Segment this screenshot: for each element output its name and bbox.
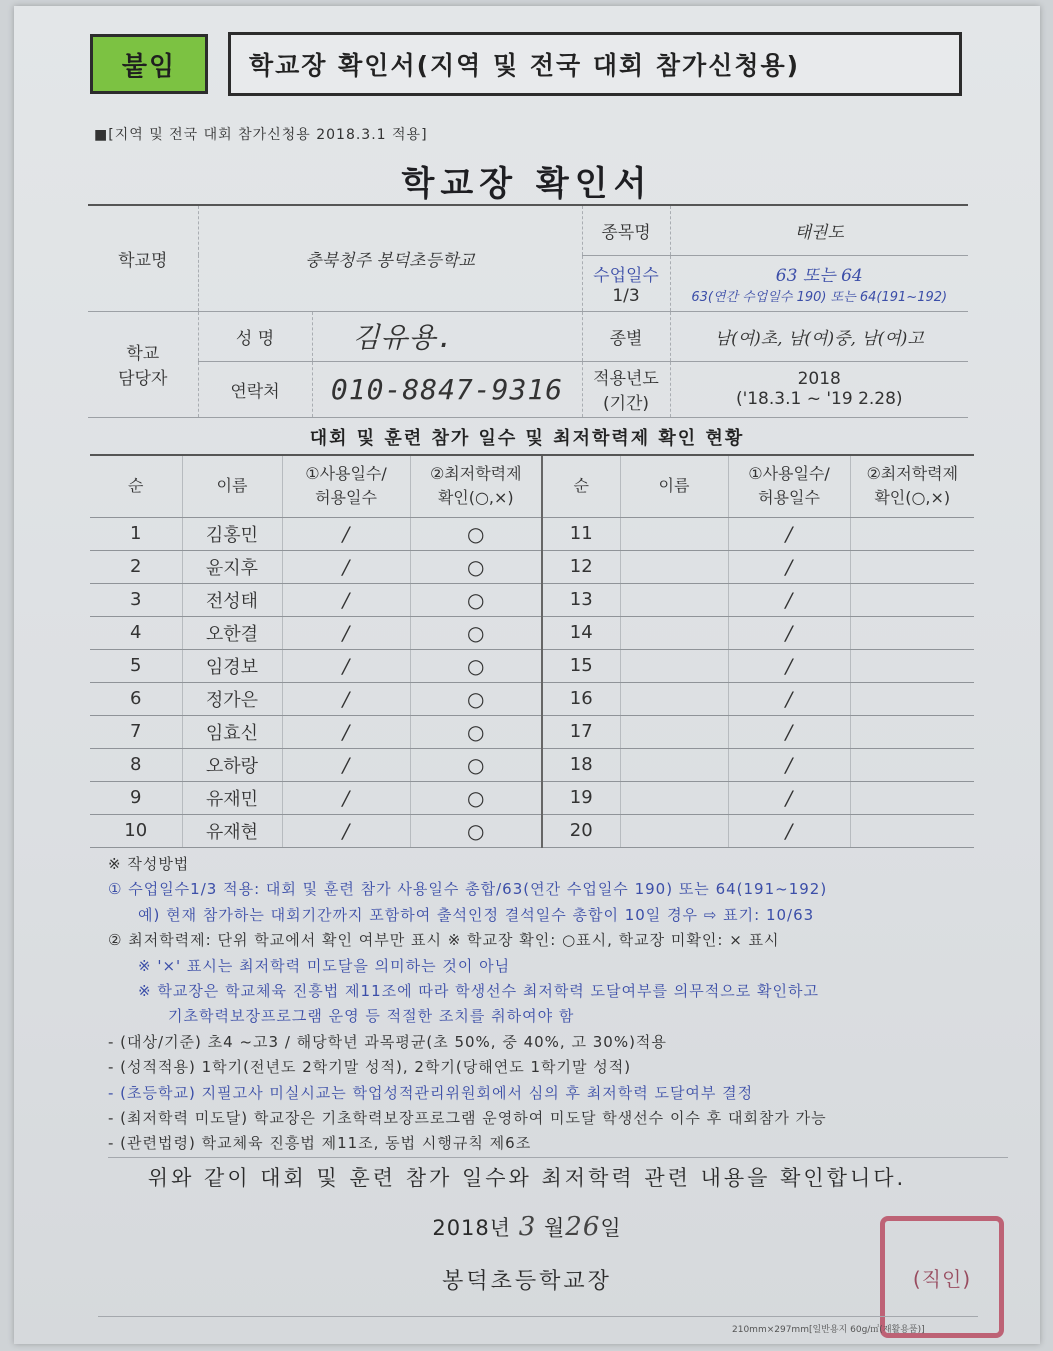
row-min: ○ <box>410 715 542 748</box>
row-min-2 <box>850 748 974 781</box>
row-min-2 <box>850 781 974 814</box>
year-value-line2: ('18.3.1 ~ '19 2.28) <box>735 389 903 409</box>
row-name-2 <box>620 616 728 649</box>
row-no-2: 15 <box>542 649 620 682</box>
col-days <box>282 455 410 517</box>
date-day: 일 <box>600 1216 622 1240</box>
attachment-tag: 붙임 <box>90 34 208 94</box>
table-row <box>90 517 974 550</box>
row-days: / <box>282 682 410 715</box>
row-min-2 <box>850 649 974 682</box>
row-no-2: 13 <box>542 583 620 616</box>
row-days: / <box>282 517 410 550</box>
row-days-2: / <box>728 814 850 847</box>
row-days-2: / <box>728 781 850 814</box>
row-days-2: / <box>728 715 850 748</box>
detail-2: - (성적적용) 1학기(전년도 2학기말 성적), 2학기(당해연도 1학기말 성적) <box>108 1058 632 1077</box>
row-days-2: / <box>728 583 850 616</box>
row-days-2: / <box>728 748 850 781</box>
col-no: 순 <box>90 455 182 517</box>
year-label-line2: (기간) <box>602 394 650 414</box>
table-row <box>90 616 974 649</box>
row-min-2 <box>850 550 974 583</box>
row-name: 윤지후 <box>182 550 282 583</box>
row-name-2 <box>620 748 728 781</box>
col-days-2-line1: ①사용일수/ <box>748 464 830 484</box>
date-year: 2018년 <box>432 1216 512 1240</box>
row-no-2: 16 <box>542 682 620 715</box>
row-no-2: 12 <box>542 550 620 583</box>
category-value: 남(여)초, 남(여)중, 남(여)고 <box>670 311 968 361</box>
confirm-statement: 위와 같이 대회 및 훈련 참가 일수와 최저학력 관련 내용을 확인합니다. <box>147 1166 907 1190</box>
notes-heading: ※ 작성방법 <box>108 855 190 873</box>
note-2: ② 최저학력제: 단위 학교에서 확인 여부만 표시 ※ 학교장 확인: ○표시, 학교장 미확인: × 표시 <box>108 931 780 950</box>
row-name-2 <box>620 781 728 814</box>
year-value-line1: 2018 <box>797 369 841 389</box>
row-name: 임경보 <box>182 649 282 682</box>
school-value: 충북청주 봉덕초등학교 <box>198 205 582 311</box>
row-name: 김홍민 <box>182 517 282 550</box>
row-days-2: / <box>728 550 850 583</box>
table-row <box>90 583 974 616</box>
class-days-label-line2: 1/3 <box>612 285 640 306</box>
row-no-2: 14 <box>542 616 620 649</box>
row-min-2 <box>850 517 974 550</box>
name-value: 김유용. <box>312 311 582 361</box>
col-name: 이름 <box>182 455 282 517</box>
row-no: 3 <box>90 583 182 616</box>
row-days-2: / <box>728 517 850 550</box>
row-no-2: 17 <box>542 715 620 748</box>
row-no-2: 20 <box>542 814 620 847</box>
row-days: / <box>282 814 410 847</box>
athlete-table <box>90 454 974 848</box>
note-1: ① 수업일수1/3 적용: 대회 및 훈련 참가 사용일수 총합/63(연간 수업일수 190) 또는 64(191~192) <box>108 880 828 899</box>
row-days: / <box>282 781 410 814</box>
school-info-table <box>88 204 968 418</box>
detail-3: - (초등학교) 지필고사 미실시교는 학업성적관리위원회에서 심의 후 최저학력 도달여부 결정 <box>108 1083 754 1102</box>
col-min-2-line1: ②최저학력제 <box>866 464 959 484</box>
col-days-2-line2: 허용일수 <box>758 488 820 508</box>
document-title: 학교장 확인서 <box>401 164 653 204</box>
table-row <box>90 715 974 748</box>
row-days: / <box>282 550 410 583</box>
instructions <box>108 852 1008 1158</box>
row-min-2 <box>850 616 974 649</box>
col-min-2 <box>850 455 974 517</box>
col-min-2-line2: 확인(○,×) <box>874 488 951 508</box>
row-no: 5 <box>90 649 182 682</box>
row-days: / <box>282 748 410 781</box>
row-name-2 <box>620 517 728 550</box>
col-days-2 <box>728 455 850 517</box>
note-2-remark: ※ '×' 표시는 최저학력 미도달을 의미하는 것이 아님 <box>138 956 511 975</box>
row-name-2 <box>620 715 728 748</box>
row-min-2 <box>850 583 974 616</box>
col-days-line2: 허용일수 <box>315 488 377 508</box>
row-min-2 <box>850 682 974 715</box>
date-day-value: 26 <box>565 1212 601 1242</box>
col-no-2: 순 <box>542 455 620 517</box>
row-min: ○ <box>410 814 542 847</box>
date-month: 월 <box>543 1216 566 1240</box>
row-days: / <box>282 583 410 616</box>
year-label-line1: 적용년도 <box>593 369 659 389</box>
row-no-2: 18 <box>542 748 620 781</box>
col-name-2: 이름 <box>620 455 728 517</box>
row-no: 1 <box>90 517 182 550</box>
row-days-2: / <box>728 682 850 715</box>
seal-label: (직인) <box>912 1266 972 1291</box>
col-min-line1: ②최저학력제 <box>429 464 522 484</box>
row-no: 2 <box>90 550 182 583</box>
date-month-value: 3 <box>518 1212 537 1242</box>
document-page <box>14 6 1040 1344</box>
year-value <box>670 361 968 417</box>
col-days-line1: ①사용일수/ <box>305 464 387 484</box>
header-title: 학교장 확인서(지역 및 전국 대회 참가신청용) <box>228 32 962 96</box>
table-row <box>90 781 974 814</box>
detail-5: - (관련법령) 학교체육 진흥법 제11조, 동법 시행규칙 제6조 <box>108 1131 1008 1157</box>
row-name: 유재현 <box>182 814 282 847</box>
row-no: 6 <box>90 682 182 715</box>
category-label: 종별 <box>582 311 670 361</box>
manager-label-line2: 담당자 <box>118 369 168 389</box>
row-days-2: / <box>728 616 850 649</box>
class-days-value <box>670 255 968 311</box>
paper-spec: 210mm×297mm[일반용지 60g/㎡(재활용품)] <box>732 1325 925 1335</box>
row-min: ○ <box>410 616 542 649</box>
row-no-2: 11 <box>542 517 620 550</box>
table-row <box>90 550 974 583</box>
row-name: 유재민 <box>182 781 282 814</box>
contact-label: 연락처 <box>198 361 312 417</box>
year-label <box>582 361 670 417</box>
row-no: 9 <box>90 781 182 814</box>
row-min-2 <box>850 715 974 748</box>
row-min: ○ <box>410 517 542 550</box>
note-3-cont: 기초학력보장프로그램 운영 등 적절한 조치를 취하여야 함 <box>168 1007 575 1026</box>
manager-label <box>88 311 198 417</box>
row-name: 오하랑 <box>182 748 282 781</box>
row-name-2 <box>620 649 728 682</box>
class-days-label <box>582 255 670 311</box>
row-no: 4 <box>90 616 182 649</box>
principal-name: 봉덕초등학교장 <box>442 1269 612 1294</box>
table-row <box>90 814 974 847</box>
note-3: ※ 학교장은 학교체육 진흥법 제11조에 따라 학생선수 최저학력 도달여부를 의무적으로 확인하고 <box>138 982 819 1001</box>
name-label: 성 명 <box>198 311 312 361</box>
table-row <box>90 748 974 781</box>
note-1-example: 예) 현재 참가하는 대회기간까지 포함하여 출석인정 결석일수 총합이 10일 경우 ⇨ 표기: 10/63 <box>138 905 815 924</box>
row-min-2 <box>850 814 974 847</box>
row-min: ○ <box>410 748 542 781</box>
sport-value: 태권도 <box>670 205 968 255</box>
section-title: 대회 및 훈련 참가 일수 및 최저학력제 확인 현황 <box>309 428 745 449</box>
col-min-line2: 확인(○,×) <box>437 488 514 508</box>
row-days-2: / <box>728 649 850 682</box>
detail-1: - (대상/기준) 초4 ~고3 / 해당학년 과목평균(초 50%, 중 40%, 고 30%)적용 <box>108 1032 667 1051</box>
row-days: / <box>282 616 410 649</box>
row-days: / <box>282 649 410 682</box>
row-no: 8 <box>90 748 182 781</box>
class-days-value-line2: 63(연간 수업일수 190) 또는 64(191~192) <box>691 290 948 305</box>
row-name-2 <box>620 814 728 847</box>
school-label: 학교명 <box>88 205 198 311</box>
official-seal <box>880 1216 1004 1338</box>
row-name: 전성태 <box>182 583 282 616</box>
row-no-2: 19 <box>542 781 620 814</box>
row-name-2 <box>620 583 728 616</box>
sport-label: 종목명 <box>582 205 670 255</box>
row-name: 오한결 <box>182 616 282 649</box>
row-min: ○ <box>410 781 542 814</box>
class-days-value-line1: 63 또는 64 <box>775 266 863 286</box>
row-name-2 <box>620 682 728 715</box>
contact-value: 010-8847-9316 <box>312 361 582 417</box>
row-days: / <box>282 715 410 748</box>
class-days-label-line1: 수업일수 <box>593 265 659 286</box>
applicability-note: ■[지역 및 전국 대회 참가신청용 2018.3.1 적용] <box>94 127 428 143</box>
row-min: ○ <box>410 583 542 616</box>
row-no: 10 <box>90 814 182 847</box>
manager-label-line1: 학교 <box>126 344 160 364</box>
divider <box>98 1316 978 1317</box>
table-row <box>90 682 974 715</box>
row-name: 임효신 <box>182 715 282 748</box>
detail-4: - (최저학력 미도달) 학교장은 기초학력보장프로그램 운영하여 미도달 학생선수 이수 후 대회참가 가능 <box>108 1109 827 1128</box>
row-min: ○ <box>410 682 542 715</box>
row-min: ○ <box>410 649 542 682</box>
row-name: 정가은 <box>182 682 282 715</box>
row-no: 7 <box>90 715 182 748</box>
col-min <box>410 455 542 517</box>
row-name-2 <box>620 550 728 583</box>
row-min: ○ <box>410 550 542 583</box>
table-row <box>90 649 974 682</box>
